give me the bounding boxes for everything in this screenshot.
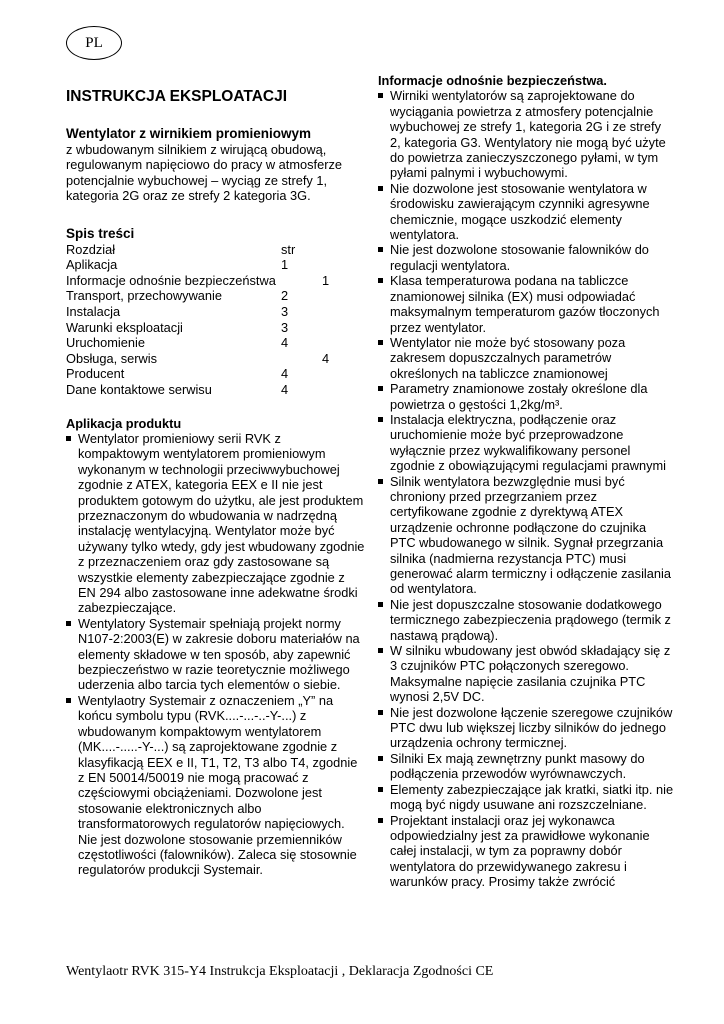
list-item-text: Silniki Ex mają zewnętrzny punkt masowy do podłączenia przewodów wyrównawczych.	[390, 750, 645, 782]
list-item	[378, 782, 674, 813]
safety-heading: Informacje odnośnie bezpieczeństwa.	[378, 73, 607, 88]
left-column	[66, 88, 366, 878]
right-column	[378, 73, 674, 890]
toc-row-name: Obsługa, serwis	[66, 350, 158, 366]
list-item	[378, 643, 674, 705]
toc-row-name: Transport, przechowywanie	[66, 288, 222, 304]
toc-row-name: Instalacja	[66, 304, 121, 319]
list-item-text: Nie dozwolone jest stosowanie wentylatora w środowisku zawierającym czynniki agresywne chemicznie, mogące uszkodzić elementy wentylatora.	[390, 180, 650, 243]
list-item-text: Wentylaotry Systemair z oznaczeniem „Y” na końcu symbolu typu (RVK....-...-..-Y-...) z wbudowanym kompaktowym wentylatorem (MK....-.....-Y-...) są zaprojektowane zgodnie z klasyfikacją EEX e II, T1, T2, T3 albo T4, zgodnie z EN 50014/50019 nie mogą pracować z częściowymi obciążeniami. Dozwolone jest stosowanie elektronicznych albo transformatorowych regulatorów napięciowych. Nie jest dozwolone stosowanie przemienników częstotliwości (falowników). Zaleca się stosownie regulatorów produkcji Systemair.	[78, 692, 358, 878]
list-item	[378, 273, 674, 335]
square-bullet-icon	[378, 818, 383, 823]
list-item	[378, 242, 674, 273]
list-item	[66, 616, 366, 693]
language-badge-label: PL	[85, 34, 103, 51]
list-item-text: Wentylator nie może być stosowany poza zakresem dopuszczalnych parametrów określonych na tabliczce znamionowej	[390, 334, 626, 381]
list-item-text: Klasa temperaturowa podana na tabliczce znamionowej silnika (EX) musi odpowiadać maksymalnym temperaturom gazów tłoczonych przez wentylator.	[390, 273, 660, 335]
toc-header-page: str	[281, 241, 296, 257]
list-item-text: Wirniki wentylatorów są zaprojektowane do wyciągania powietrza z atmosfery potencjalnie wybuchowej ze strefy 1, kategoria 2G i ze strefy 2, kategoria G3. Wentylatory nie mogą być użyte do powietrza zanieczyszczonego pyłami, w tym pyłami palnymi i wybuchowymi.	[390, 88, 666, 181]
language-badge	[66, 26, 122, 60]
square-bullet-icon	[378, 340, 383, 345]
toc-row	[66, 366, 366, 382]
square-bullet-icon	[378, 479, 383, 484]
product-description: z wbudowanym silnikiem z wirującą obudową, regulowanym napięciowo do pracy w atmosferze potencjalnie wybuchowej – wyciąg ze strefy 1, kategoria 2G oraz ze strefy 2 kategoria 3G.	[66, 142, 342, 204]
square-bullet-icon	[378, 278, 383, 283]
page-footer: Wentylaotr RVK 315-Y4 Instrukcja Eksploatacji , Deklaracja Zgodności CE	[66, 964, 494, 979]
toc-header-chapter: Rozdział	[66, 241, 116, 257]
toc-row-page: 4	[281, 335, 289, 351]
list-item	[378, 474, 674, 597]
toc-row	[66, 335, 366, 351]
safety-list	[378, 88, 674, 889]
toc-row	[66, 288, 366, 304]
list-item-text: Parametry znamionowe zostały określone dla powietrza o gęstości 1,2kg/m³.	[390, 381, 648, 412]
toc-row-name: Warunki eksploatacji	[66, 319, 183, 335]
list-item-text: Instalacja elektryczna, podłączenie oraz uruchomienie może być przeprowadzone wyłącznie przez wykwalifikowany personel zgodnie z obowiązującymi regulacjami prawnymi	[390, 411, 666, 474]
toc-row-name: Informacje odnośnie bezpieczeństwa	[66, 272, 276, 288]
toc-row	[66, 320, 366, 336]
list-item-text: Nie jest dozwolone łączenie szeregowe czujników PTC dwu lub większej liczby silników do jednego urządzenia ochrony termicznej.	[390, 704, 673, 751]
square-bullet-icon	[378, 602, 383, 607]
toc-row-page: 4	[322, 350, 330, 366]
toc-row-page: 3	[281, 304, 289, 319]
toc-row-name: Producent	[66, 366, 125, 382]
list-item	[378, 181, 674, 243]
square-bullet-icon	[378, 787, 383, 792]
list-item-text: Elementy zabezpieczające jak kratki, siatki itp. nie mogą być nigdy usuwane ani rozszczelniane.	[390, 781, 674, 813]
square-bullet-icon	[378, 186, 383, 191]
list-item	[378, 88, 674, 180]
product-heading: Wentylator z wirnikiem promieniowym	[66, 126, 312, 141]
toc-header-row	[66, 242, 366, 258]
list-item	[378, 412, 674, 474]
list-item-text: Projektant instalacji oraz jej wykonawca odpowiedzialny jest za prawidłowe wykonanie całej instalacji, w tym za poprawny dobór wentylatora do przewidywanego zakresu i warunków pracy. Prosimy także zwrócić	[390, 812, 650, 890]
square-bullet-icon	[66, 698, 71, 703]
list-item	[378, 381, 674, 412]
toc-heading: Spis treści	[66, 225, 135, 241]
toc-row-page: 3	[281, 319, 289, 335]
square-bullet-icon	[378, 247, 383, 252]
list-item	[66, 693, 366, 878]
toc-row-page: 4	[281, 366, 289, 382]
list-item	[378, 335, 674, 381]
toc-row-page: 1	[281, 257, 289, 273]
application-heading: Aplikacja produktu	[66, 415, 182, 431]
square-bullet-icon	[378, 710, 383, 715]
list-item	[378, 813, 674, 890]
toc-row-page: 2	[281, 288, 289, 304]
toc-row	[66, 257, 366, 273]
toc-row-name: Uruchomienie	[66, 335, 145, 351]
toc-row-page: 4	[281, 381, 289, 397]
toc-row	[66, 382, 366, 398]
square-bullet-icon	[66, 621, 71, 626]
toc-row	[66, 351, 366, 367]
list-item-text: Wentylatory Systemair spełniają projekt normy N107-2:2003(E) w zakresie doboru materiałów na elementy składowe w ten sposób, aby zapewnić bezpieczeństwo w razie teoretycznie możliwego uderzenia albo tarcia tych elementów o siebie.	[78, 615, 360, 693]
square-bullet-icon	[378, 93, 383, 98]
square-bullet-icon	[378, 648, 383, 653]
document-title: INSTRUKCJA EKSPLOATACJI	[66, 88, 288, 105]
list-item	[378, 705, 674, 751]
list-item-text: Silnik wentylatora bezwzględnie musi być chroniony przed przegrzaniem przez certyfikowane zgodnie z dyrektywą ATEX urządzenie ochronne podłączone do czujnika PTC wbudowanego w silnik. Sygnał przegrzania silnika (nadmierna rezystancja PTC) musi generować alarm termiczny i odłączenie zasilania od wentylatora.	[390, 473, 671, 597]
toc-row	[66, 273, 366, 289]
toc-row	[66, 304, 366, 320]
list-item-text: Wentylator promieniowy serii RVK z kompaktowym wentylatorem promieniowym wykonanym w technologii przeciwwybuchowej zgodnie z ATEX, kategoria EEX e II nie jest produktem gotowym do użytku, ale jest produktem przeznaczonym do wbudowania w nadrzędną instalację wentylacyjną. Wentylator może być używany tylko wtedy, gdy jest wbudowany zgodnie z przeznaczeniem oraz gdy zastosowane są wszystkie elementy zabezpieczające zgodnie z EN 294 albo zastosowane inne adekwatne środki zabezpieczające.	[78, 430, 365, 616]
square-bullet-icon	[378, 756, 383, 761]
application-list	[66, 431, 366, 878]
list-item	[66, 431, 366, 616]
list-item-text: Nie jest dopuszczalne stosowanie dodatkowego termicznego zabezpieczenia prądowego (termik z nastawą prądową).	[390, 596, 671, 643]
toc-row-name: Dane kontaktowe serwisu	[66, 381, 212, 397]
table-of-contents	[66, 242, 366, 398]
toc-row-name: Aplikacja	[66, 257, 118, 273]
list-item-text: W silniku wbudowany jest obwód składający się z 3 czujników PTC połączonych szeregowo. Maksymalne napięcie zasilania czujnika PTC wynosi 2,5V DC.	[390, 643, 671, 705]
square-bullet-icon	[378, 386, 383, 391]
list-item	[378, 751, 674, 782]
square-bullet-icon	[378, 417, 383, 422]
square-bullet-icon	[66, 436, 71, 441]
toc-row-page: 1	[322, 272, 330, 288]
list-item-text: Nie jest dozwolone stosowanie falowników do regulacji wentylatora.	[390, 242, 649, 273]
list-item	[378, 597, 674, 643]
